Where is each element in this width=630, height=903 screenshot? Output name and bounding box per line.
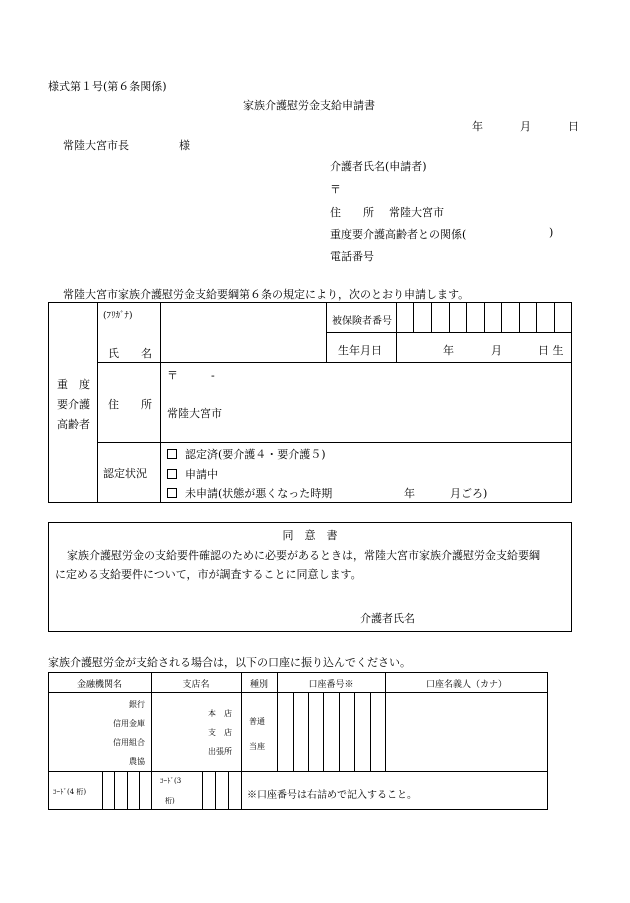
branch-type-office: 出張所: [208, 747, 232, 756]
applicant-address-label: 住 所: [330, 206, 374, 219]
applicant-postal-mark: 〒: [330, 183, 341, 196]
applicant-phone-label: 電話番号: [330, 250, 374, 263]
account-type-ordinary: 普通: [249, 717, 265, 726]
elder-postal: 〒 -: [167, 369, 215, 382]
consent-signature-label: 介護者氏名: [360, 612, 415, 625]
applicant-name-label: 介護者氏名(申請者): [330, 160, 427, 173]
checkbox-icon[interactable]: [167, 449, 177, 459]
birth-day: 日 生: [538, 344, 564, 357]
header-account-type: 種別: [249, 680, 268, 690]
elder-address-label: 住 所: [108, 398, 152, 411]
insured-number-label: 被保険者番号: [332, 316, 392, 327]
furigana-label: (ﾌﾘｶﾞﾅ): [103, 311, 133, 321]
branch-type-main: 本 店: [208, 709, 232, 718]
consent-body-line1: 家族介護慰労金の支給要件確認のために必要があるときは，常陸大宮市家族介護慰労金支給要綱: [67, 549, 540, 562]
bank-intro: 家族介護慰労金が支給される場合は，以下の口座に振り込んでください。: [48, 656, 411, 669]
branch-type-branch: 支 店: [208, 728, 232, 737]
status-label: 認定状況: [103, 467, 147, 480]
account-type-current: 当座: [249, 742, 265, 751]
intro-text: 常陸大宮市家族介護慰労金支給要綱第６条の規定により，次のとおり申請します。: [63, 288, 470, 301]
status-option-unapplied[interactable]: 未申請(状態が悪くなった時期: [167, 485, 332, 501]
date-month: 月: [520, 120, 531, 133]
institution-type-shinkin: 信用金庫: [113, 719, 145, 728]
elder-name-label: 氏 名: [108, 347, 152, 360]
institution-type-bank: 銀行: [129, 700, 145, 709]
birth-date-label: 生年月日: [338, 344, 382, 357]
account-number-note: ※口座番号は右詰めで記入すること。: [247, 790, 417, 801]
branch-code-label-2: 桁): [165, 797, 175, 805]
date-year: 年: [472, 120, 483, 133]
section-label-elderly: 高齢者: [57, 418, 90, 431]
checkbox-icon[interactable]: [167, 469, 177, 479]
applicant-relation-label: 重度要介護高齢者との関係(: [330, 228, 467, 241]
unapplied-year: 年: [404, 487, 415, 500]
elder-address-city: 常陸大宮市: [167, 407, 222, 420]
unapplied-month: 月ごろ): [450, 487, 488, 500]
status-option-applying[interactable]: 申請中: [167, 466, 218, 482]
section-label-care: 要介護: [57, 398, 90, 411]
header-account-holder: 口座名義人（カナ）: [425, 680, 507, 690]
form-number: 様式第１号(第６条関係): [48, 80, 167, 93]
birth-month: 月: [491, 344, 502, 357]
form-title: 家族介護慰労金支給申請書: [243, 99, 375, 112]
institution-type-kumiai: 信用組合: [113, 738, 145, 747]
applicant-relation-close: ): [549, 226, 554, 239]
applicant-address-city: 常陸大宮市: [389, 206, 444, 219]
consent-title: 同 意 書: [282, 529, 338, 542]
institution-type-nokyo: 農協: [129, 757, 145, 766]
consent-body-line2: に定める支給要件について，市が調査することに同意します。: [55, 568, 362, 581]
bank-code-label: ｺｰﾄﾞ(4 桁): [53, 788, 87, 796]
section-label-severe: 重 度: [57, 378, 90, 391]
date-day: 日: [568, 120, 579, 133]
addressee: 常陸大宮市長: [63, 139, 129, 152]
header-account-number: 口座番号※: [308, 680, 354, 690]
header-branch: 支店名: [182, 680, 210, 690]
header-institution: 金融機関名: [76, 680, 122, 690]
status-option-certified[interactable]: 認定済(要介護４・要介護５): [167, 446, 326, 462]
branch-code-label-1: ｺｰﾄﾞ(3: [160, 777, 182, 785]
birth-year: 年: [443, 344, 454, 357]
honorific: 様: [179, 139, 190, 152]
checkbox-icon[interactable]: [167, 488, 177, 498]
